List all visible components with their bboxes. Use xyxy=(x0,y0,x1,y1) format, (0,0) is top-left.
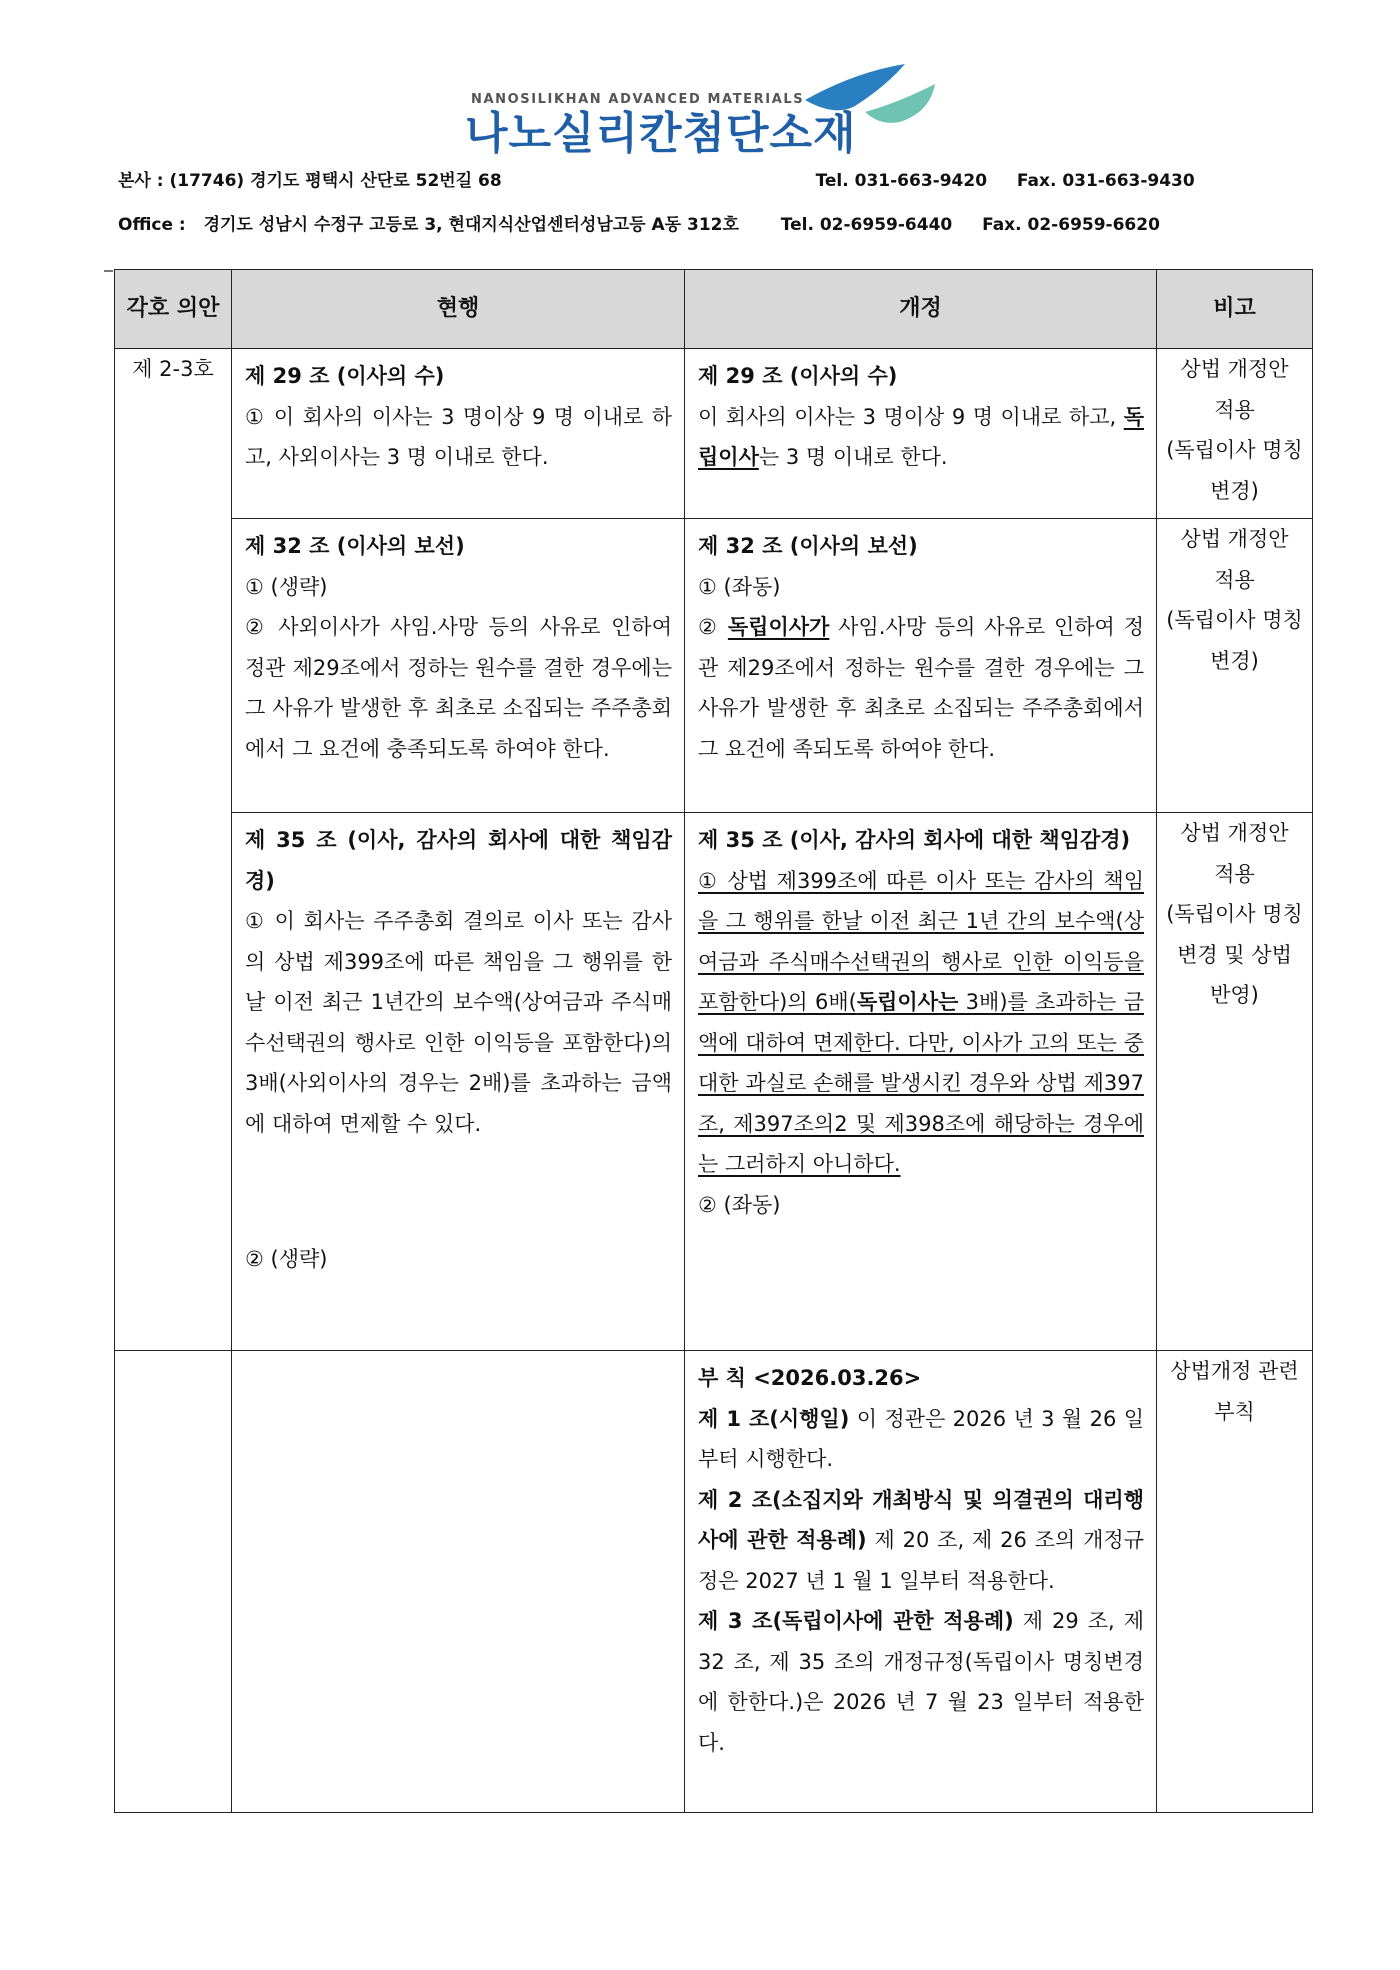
table-row xyxy=(115,519,1313,813)
addendum-article xyxy=(698,1601,1144,1763)
office-fax: Fax. 02-6959-6620 xyxy=(982,215,1160,235)
text-run: 는 3 명 이내로 한다. xyxy=(758,445,948,469)
table-row xyxy=(115,813,1313,1351)
hq-label: 본사 : xyxy=(118,171,164,191)
company-name-english: NANOSILIKHAN ADVANCED MATERIALS xyxy=(471,92,805,107)
addendum-cell xyxy=(685,1351,1157,1813)
header-row xyxy=(115,270,1313,349)
paragraph: ① 이 회사는 주주총회 결의로 이사 또는 감사의 상법 제399조에 따른 책임을 그 행위를 한 날 이전 최근 1년간의 보수액(상여금과 주식매수선택권의 행사로 인한 이익등을 포함한다)의 3배(사외이사의 경우는 2배)를 초과하는 금액에 대하여 면제할 수 있다. xyxy=(245,909,672,1136)
office-address: 경기도 성남시 수정구 고등로 3, 현대지식산업센터성남고등 A동 312호 xyxy=(203,215,739,235)
table-row xyxy=(115,1351,1313,1813)
addendum-article xyxy=(698,1399,1144,1480)
revised-cell xyxy=(685,519,1157,813)
text-run: 이 정관은 2026 년 3 월 26 일부터 시행한다. xyxy=(698,1406,1145,1471)
header-revised: 개정 xyxy=(685,270,1157,349)
article-title: 제 35 조 (이사, 감사의 회사에 대한 책임감경) xyxy=(245,828,672,893)
paragraph: ① (좌동) xyxy=(698,574,781,599)
text-run: 이 회사의 이사는 3 명이상 9 명 이내로 하고, xyxy=(698,404,1124,429)
text-run: 상법 제399조에 따른 이사 또는 감사의 책임을 그 행위를 한날 이전 최근 1년 간의 보수액(상여금과 주식매수선택권의 행사로 인한 이익등을 포함한다)의 6배( xyxy=(698,868,1144,1014)
note-cell: 상법 개정안 적용 (독립이사 명칭 변경) xyxy=(1157,519,1313,813)
addendum-article xyxy=(698,1480,1144,1602)
article-title: 제 2 조(소집지와 개최방식 및 의결권의 대리행사에 관한 적용례) xyxy=(698,1487,1144,1552)
note-cell: 상법개정 관련 부칙 xyxy=(1157,1351,1313,1813)
text-run: 제 20 조, 제 26 조의 개정규정은 2027 년 1 월 1 일부터 적용한다. xyxy=(698,1528,1144,1593)
changed-term: 독립이사 xyxy=(698,404,1144,469)
changed-term: 독립이사가 xyxy=(727,615,830,639)
note-cell: 상법 개정안 적용 (독립이사 명칭 변경) xyxy=(1157,349,1313,519)
paragraph xyxy=(698,397,1144,478)
paragraph xyxy=(698,607,1144,769)
agenda-cell: 제 2-3호 xyxy=(115,349,232,1351)
text-run: 제 29 조, 제 32 조, 제 35 조의 개정규정(독립이사 명칭변경에 한한다.)은 2026 년 7 월 23 일부터 적용한다. xyxy=(698,1609,1144,1755)
office-label: Office : xyxy=(118,215,186,235)
table-row xyxy=(115,349,1313,519)
revised-cell xyxy=(685,813,1157,1351)
paragraph: ① (생략) xyxy=(245,574,328,599)
headquarters-line xyxy=(118,166,1195,191)
article-title: 제 32 조 (이사의 보선) xyxy=(245,534,465,558)
agenda-cell-empty xyxy=(115,1351,232,1813)
margin-mark xyxy=(104,270,113,272)
office-tel: Tel. 02-6959-6440 xyxy=(780,215,953,235)
paragraph: ① 이 회사의 이사는 3 명이상 9 명 이내로 하고, 사외이사는 3 명 이내로 한다. xyxy=(245,404,672,469)
article-title: 제 29 조 (이사의 수) xyxy=(698,364,898,388)
current-cell xyxy=(232,813,685,1351)
current-cell xyxy=(232,349,685,519)
office-line xyxy=(118,210,1160,235)
header-current: 현행 xyxy=(232,270,685,349)
addendum-heading: 부 칙 <2026.03.26> xyxy=(698,1366,922,1390)
article-title: 제 32 조 (이사의 보선) xyxy=(698,534,918,558)
hq-tel: Tel. 031-663-9420 xyxy=(815,171,988,191)
article-title: 제 3 조(독립이사에 관한 적용례) xyxy=(698,1609,1014,1633)
note-cell: 상법 개정안 적용 (독립이사 명칭 변경 및 상법 반영) xyxy=(1157,813,1313,1351)
header-agenda: 각호 의안 xyxy=(115,270,232,349)
paragraph: ② 사외이사가 사임.사망 등의 사유로 인하여 정관 제29조에서 정하는 원수를 결한 경우에는 그 사유가 발생한 후 최초로 소집되는 주주총회에서 그 요건에 충족되도록 하여야 한다. xyxy=(245,615,672,761)
article-title: 제 35 조 (이사, 감사의 회사에 대한 책임감경) xyxy=(698,828,1131,852)
paragraph: ② (좌동) xyxy=(698,1192,781,1217)
current-cell-empty xyxy=(232,1351,685,1813)
company-name-korean: 나노실리칸첨단소재 xyxy=(465,108,857,159)
hq-fax: Fax. 031-663-9430 xyxy=(1016,171,1195,191)
text-run: ② xyxy=(698,615,728,639)
article-title: 제 1 조(시행일) xyxy=(698,1406,850,1431)
text-run: 사임.사망 등의 사유로 인하여 정관 제29조에서 정하는 원수를 결한 경우에는 그 사유가 발생한 후 최초로 소집되는 주주총회에서 그 요건에 족되도록 하여야 한다. xyxy=(698,615,1144,761)
current-cell xyxy=(232,519,685,813)
amendment-table xyxy=(114,269,1313,1813)
paragraph: ② (생략) xyxy=(245,1247,328,1271)
header-note: 비고 xyxy=(1157,270,1313,349)
revised-cell xyxy=(685,349,1157,519)
article-title: 제 29 조 (이사의 수) xyxy=(245,364,445,388)
changed-term: 독립이사는 xyxy=(856,990,959,1014)
paragraph: ① 상법 제399조에 따른 이사 또는 감사의 책임을 그 행위를 한날 이전 최근 1년 간의 보수액(상여금과 주식매수선택권의 행사로 인한 이익등을 포함한다)의 6배(독립이사는 3배)를 초과하는 금액에 대하여 면제한다. 다만, 이사가 고의 또는 중대한 과실로 손해를 발생시킨 경우와 상법 제397조, 제397조의2 및 제398조에 해당하는 경우에는 그러하지 아니하다. xyxy=(698,868,1144,1176)
company-logo xyxy=(465,62,945,162)
hq-address: (17746) 경기도 평택시 산단로 52번길 68 xyxy=(169,171,502,191)
text-run: 3배)를 초과하는 금액에 대하여 면제한다. 다만, 이사가 고의 또는 중대한 과실로 손해를 발생시킨 경우와 상법 제397조, 제397조의2 및 제398조에 해당하는 경우에는 그러하지 아니하다. xyxy=(698,990,1144,1176)
